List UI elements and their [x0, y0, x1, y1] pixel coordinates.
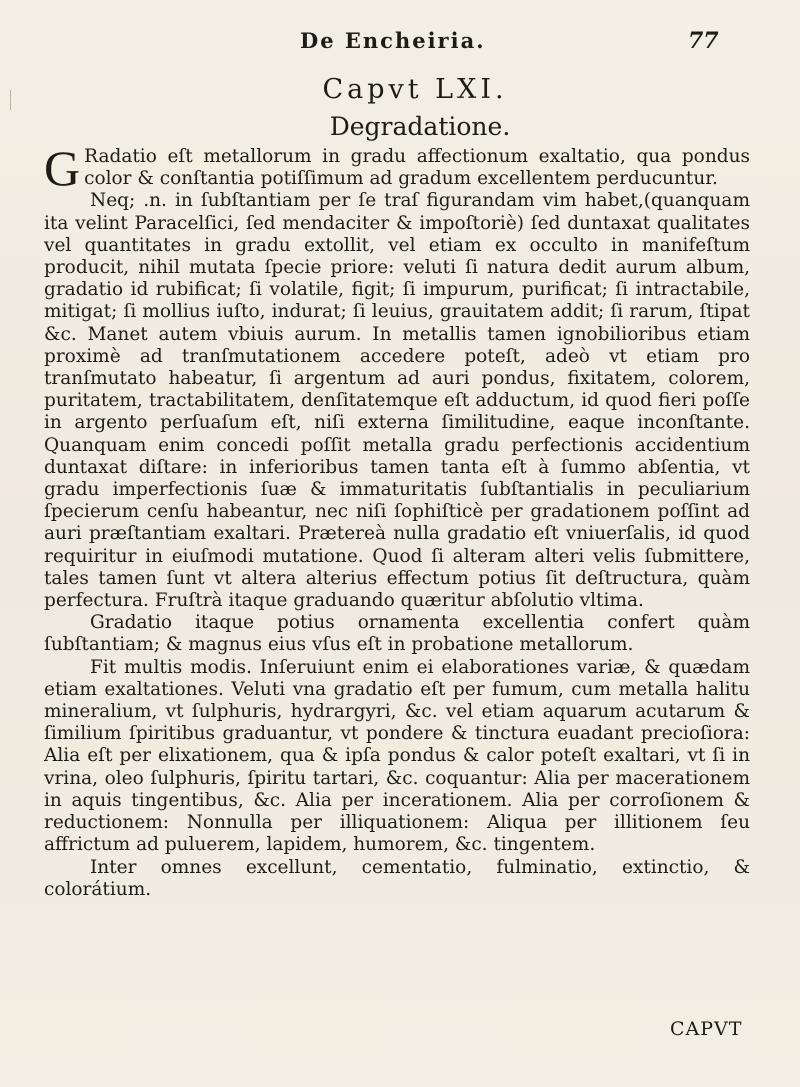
page-number: 77: [688, 28, 719, 54]
paragraph: Gradatio itaque potius ornamenta excellentia confert quàm ſubſtantiam; & magnus eius vſus eſt in probatione metallorum.: [44, 612, 750, 656]
chapter-subtitle: Degradatione.: [329, 112, 511, 141]
paragraph: Fit multis modis. Inſeruiunt enim ei elaborationes variæ, & quædam etiam exaltationes. Veluti vna gradatio eſt per fumum, cum metalla halitu mineralium, vt ſulphuris, hydrargyri, &c. vel etiam aquarum acutarum & ſimilium ſpiritibus graduantur, vt pondere & tinctura euadant precioſiora: Alia eſt per elixationem, qua & ipſa pondus & calor poteſt exaltari, vt ſi in vrina, oleo ſulphuris, ſpiritu tartari, &c. coquantur: Alia per macerationem in aquis tingentibus, &c. Alia per incerationem. Alia per corroſionem & reductionem: Nonnulla per illiquationem: Aliqua per illitionem ſeu affrictum ad puluerem, lapidem, humorem, &c. tingentem.: [44, 656, 750, 856]
running-head-title: De Encheiria.: [300, 28, 486, 53]
paragraph: Inter omnes excellunt, cementatio, fulminatio, extinctio, & colorátium.: [44, 856, 750, 900]
chapter-title: Capvt LXI.: [322, 74, 508, 105]
paragraph: [44, 140, 750, 196]
drop-cap: G: [44, 140, 81, 196]
paragraph-text: Radatio eſt metallorum in gradu affectionum exaltatio, qua pondus color & conſtantia potiſſimum ad gradum excellentem perducuntur.: [84, 146, 750, 190]
catchword: CAPVT: [670, 1018, 743, 1040]
paragraph: Neq; .n. in ſubſtantiam per ſe traſ figurandam vim habet,(quanquam ita velint Paracelſici, ſed mendaciter & impoſtoriè) ſed duntaxat qualitates vel quantitates in gradu extollit, vel etiam ex occulto in manifeſtum producit, nihil mutata ſpecie priore: veluti ſi natura dedit aurum album, gradatio id rubificat; ſi volatile, figit; ſi impurum, purificat; ſi intractabile, mitigat; ſi mollius iuſto, indurat; ſi leuius, grauitatem addit; ſi rarum, ſtipat &c. Manet autem vbiuis aurum. In metallis tamen ignobilioribus etiam proximè ad tranſmutationem accedere poteſt, adeò vt etiam pro tranſmutato habeatur, ſi argentum ad auri pondus, fixitatem, colorem, puritatem, tractabilitatem, denſitatemque eſt adductum, id quod fieri poſſe in argento perſuaſum eſt, niſi externa ſimilitudine, eaque inconſtante. Quanquam enim concedi poſſit metalla gradu perfectionis accidentium duntaxat diſtare: in inferioribus tamen tanta eſt à ſummo abſentia, vt gradu imperfectionis ſuæ & immaturitatis ſubſtantialis in peculiarium ſpecierum cenſu habeantur, nec niſi ſophiſticè per gradationem poſſint ad auri præſtantiam exaltari. Prætereà nulla gradatio eſt vniuerſalis, id quod requiritur in eiuſmodi mutatione. Quod ſi alteram alteri velis ſubmittere, tales tamen ſunt vt altera alterius effectum potius ſit deſtructura, quàm perfectura. Fruſtrà itaque graduando quæritur abſolutio vltima.: [44, 190, 750, 612]
running-head: [0, 28, 800, 58]
body-text: [44, 140, 750, 901]
